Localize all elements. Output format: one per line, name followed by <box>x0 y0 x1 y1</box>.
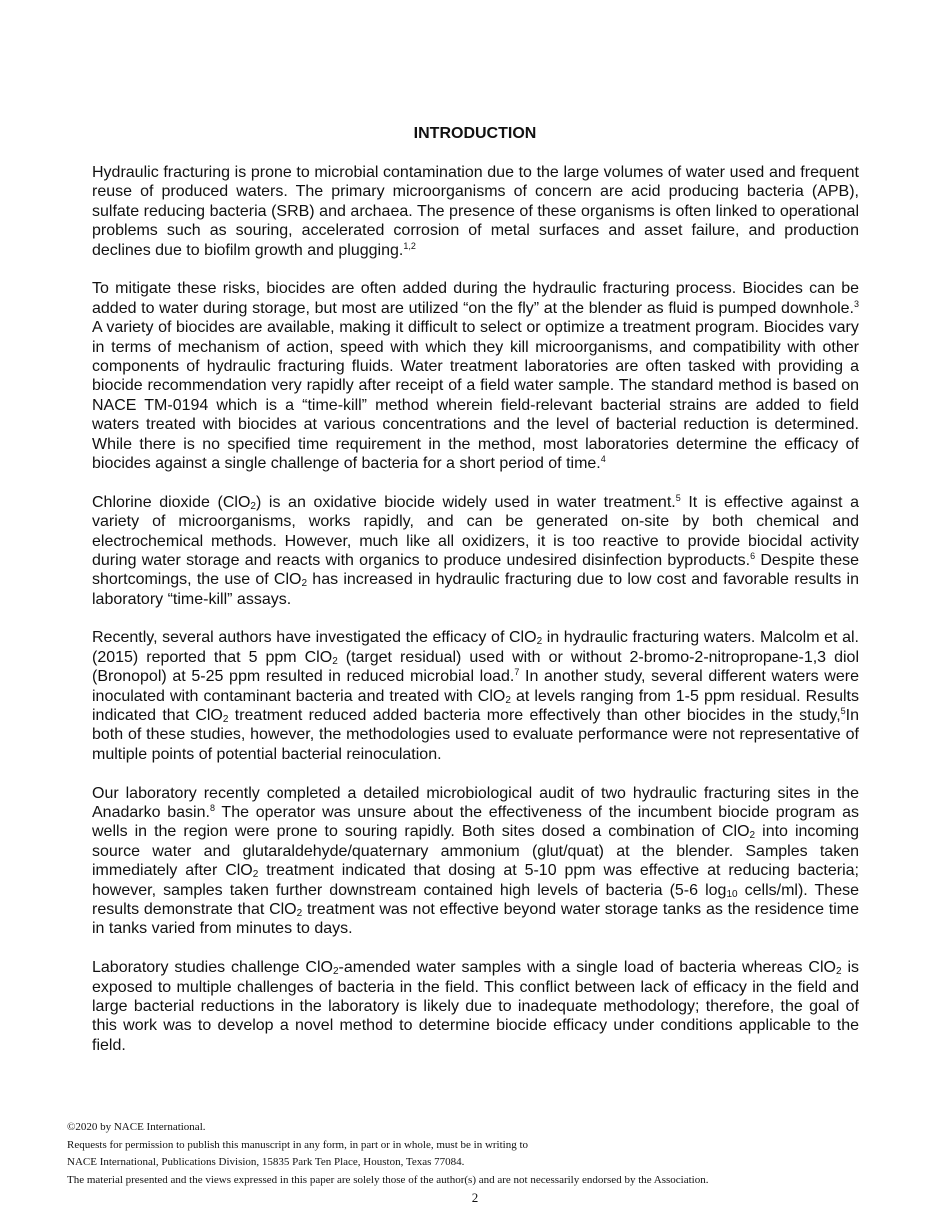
text-run: Hydraulic fracturing is prone to microbial contamination due to the large volumes of water used and frequent reuse of produced waters. The primary microorganisms of concern are acid producing bacteria (APB), sulfate reducing bacteria (SRB) and archaea. The presence of these organisms is often linked to operational problems such as souring, accelerated corrosion of metal surfaces and asset failure, and production declines due to biofilm growth and plugging. <box>92 164 859 259</box>
text-run: treatment was not effective beyond water storage tanks as the residence time in tanks varied from minutes to days. <box>92 901 860 938</box>
subscript: 2 <box>332 966 339 978</box>
subscript: 2 <box>250 500 256 512</box>
page-number: 2 <box>471 1190 479 1205</box>
citation-ref: 8 <box>209 802 215 813</box>
permission-notice: Requests for permission to publish this manuscript in any form, in part or in whole, must be in writing to <box>67 1138 529 1151</box>
body-text <box>92 163 859 1074</box>
subscript: 2 <box>222 714 229 726</box>
subscript: 2 <box>252 869 259 881</box>
citation-ref: 6 <box>750 550 756 561</box>
section-heading: INTRODUCTION <box>413 125 537 142</box>
copyright-notice: ©2020 by NACE International. <box>67 1121 206 1133</box>
text-run: -amended water samples with a single load of bacteria whereas ClO <box>338 959 836 977</box>
text-run: cells/ml). These results demonstrate that ClO <box>92 881 859 918</box>
subscript: 2 <box>536 636 543 648</box>
text-run: Despite these shortcomings, the use of ClO <box>92 551 859 589</box>
text-run: In both of these studies, however, the methodologies used to evaluate performance were not representative of multiple points of potential bacterial reinoculation. <box>92 707 859 763</box>
citation-ref: 5 <box>840 706 846 717</box>
text-run: Laboratory studies challenge ClO <box>92 959 333 977</box>
text-run: To mitigate these risks, biocides are often added during the hydraulic fracturing process. Biocides can be added to water during storage, but most are utilized “on the fly” at the blender as fluid is pumped downhole. <box>92 280 859 317</box>
text-run: in hydraulic fracturing waters. Malcolm et al. (2015) reported that 5 ppm ClO <box>92 629 859 666</box>
citation-ref: 4 <box>600 453 606 464</box>
text-run: Our laboratory recently completed a detailed microbiological audit of two hydraulic fracturing sites in the Anadarko basin. <box>92 784 859 821</box>
text-run: Recently, several authors have investigated the efficacy of ClO <box>92 629 537 647</box>
paragraph-2 <box>92 279 859 473</box>
text-run: (target residual) used with or without 2-bromo-2-nitropropane-1,3 diol (Bronopol) at 5-25 ppm resulted in reduced microbial load. <box>92 648 859 686</box>
text-run: into incoming source water and glutaraldehyde/quaternary ammonium (glut/quat) at the blender. Samples taken immediately after ClO <box>92 823 860 880</box>
citation-ref: 5 <box>675 492 681 503</box>
publisher-address: NACE International, Publications Division, 15835 Park Ten Place, Houston, Texas 77084. <box>67 1156 465 1168</box>
paragraph-5 <box>92 784 859 939</box>
subscript: 2 <box>836 966 842 978</box>
text-run: treatment reduced added bacteria more effectively than other biocides in the study, <box>228 707 841 725</box>
subscript: 2 <box>749 830 756 842</box>
subscript: 2 <box>296 908 303 919</box>
paragraph-3 <box>92 493 859 609</box>
text-run: The operator was unsure about the effectiveness of the incumbent biocide program as wells in the region were prone to souring rapidly. Both sites dosed a combination of ClO <box>92 803 860 841</box>
text-run: is exposed to multiple challenges of bacteria in the field. This conflict between lack of efficacy in the field and large bacterial reductions in the laboratory is likely due to inadequate methodology; therefore, the goal of this work was to develop a novel method to determine biocide efficacy under conditions applicable to the field. <box>92 959 860 1054</box>
disclaimer: The material presented and the views expressed in this paper are solely those of the author(s) and are not necessarily endorsed by the Association. <box>67 1173 709 1186</box>
text-run: A variety of biocides are available, making it difficult to select or optimize a treatment program. Biocides vary in terms of mechanism of action, speed with which they kill microorganisms, and compatibility with other components of hydraulic fracturing fluids. Water treatment laboratories are often tasked with providing a biocide recommendation very rapidly after receipt of a field water sample. The standard method is based on NACE TM-0194 which is a “time-kill” method wherein field-relevant bacterial strains are added to field waters treated with biocides at various concentrations and the level of bacterial reduction is determined. While there is no specified time requirement in the method, most laboratories determine the efficacy of biocides against a single challenge of bacteria for a short period of time. <box>92 319 859 472</box>
paragraph-1 <box>92 163 859 260</box>
text-run: at levels ranging from 1-5 ppm residual. Results indicated that ClO <box>92 687 859 725</box>
paragraph-6 <box>92 958 859 1055</box>
citation-ref: 3 <box>853 298 859 309</box>
citation-ref: 7 <box>514 667 520 678</box>
paragraph-4 <box>92 628 859 764</box>
subscript: 2 <box>332 655 338 667</box>
subscript: 2 <box>301 578 308 590</box>
text-run: It is effective against a variety of microorganisms, works rapidly, and can be generated on-site by both chemical and electrochemical methods. However, much like all oxidizers, it is too reactive to provide biocidal activity during water storage and reacts with organics to produce undesired disinfection byproducts. <box>92 493 860 569</box>
subscript: 10 <box>726 888 738 900</box>
citation-ref: 1,2 <box>403 240 416 251</box>
text-run: In another study, several different waters were inoculated with contaminant bacteria and treated with ClO <box>92 668 859 705</box>
text-run: has increased in hydraulic fracturing due to low cost and favorable results in laboratory “time-kill” assays. <box>92 571 860 608</box>
subscript: 2 <box>505 694 511 706</box>
page-footer <box>67 1119 887 1189</box>
text-run: ) is an oxidative biocide widely used in water treatment. <box>255 493 676 511</box>
text-run: Chlorine dioxide (ClO <box>92 493 251 511</box>
text-run: treatment indicated that dosing at 5-10 ppm was effective at reducing bacteria; however, samples taken further downstream contained high levels of bacteria (5-6 log <box>92 862 859 899</box>
